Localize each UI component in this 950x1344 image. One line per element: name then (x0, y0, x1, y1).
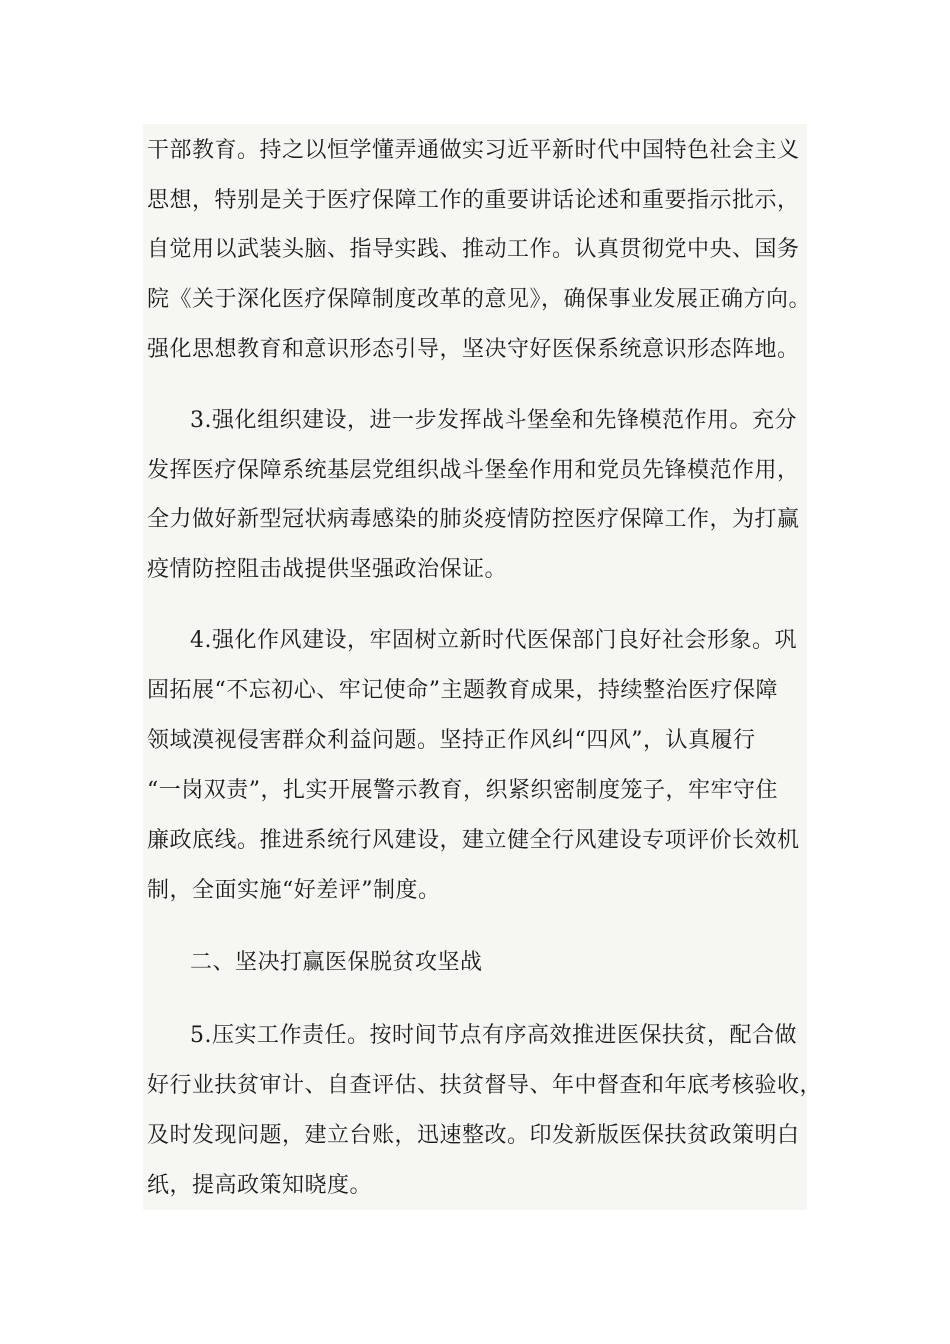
paragraph-3-line-5: 廉政底线。推进系统行风建设，建立健全行风建设专项评价长效机 (147, 828, 800, 853)
paragraph-3-line-1: 4.强化作风建设，牢固树立新时代医保部门良好社会形象。巩 (190, 628, 797, 653)
paragraph-1-line-3: 自觉用以武装头脑、指导实践、推动工作。认真贯彻党中央、国务 (147, 237, 800, 262)
paragraph-2-line-1: 3.强化组织建设，进一步发挥战斗堡垒和先锋模范作用。充分 (190, 408, 797, 433)
paragraph-3-line-3: 领域漠视侵害群众利益问题。坚持正作风纠“四风”，认真履行 (147, 728, 756, 753)
paragraph-2-line-2: 发挥医疗保障系统基层党组织战斗堡垒作用和党员先锋模范作用， (147, 458, 800, 483)
paragraph-1-line-4: 院《关于深化医疗保障制度改革的意见》，确保事业发展正确方向。 (147, 287, 812, 312)
paragraph-1-line-5: 强化思想教育和意识形态引导，坚决守好医保系统意识形态阵地。 (147, 337, 800, 362)
paragraph-2-line-4: 疫情防控阻击战提供坚强政治保证。 (147, 557, 508, 582)
paragraph-1-line-2: 思想，特别是关于医疗保障工作的重要讲话论述和重要指示批示， (147, 188, 800, 213)
paragraph-4-line-1: 5.压实工作责任。按时间节点有序高效推进医保扶贫，配合做 (190, 1023, 797, 1048)
paragraph-4-line-4: 纸，提高政策知晓度。 (147, 1173, 373, 1198)
paragraph-4-line-2: 好行业扶贫审计、自查评估、扶贫督导、年中督查和年底考核验收， (147, 1073, 823, 1098)
paragraph-3-line-4: “一岗双责”，扎实开展警示教育，织紧织密制度笼子，牢牢守住 (147, 778, 778, 803)
paragraph-2-line-3: 全力做好新型冠状病毒感染的肺炎疫情防控医疗保障工作，为打赢 (147, 507, 800, 532)
paragraph-4-line-3: 及时发现问题，建立台账，迅速整改。印发新版医保扶贫政策明白 (147, 1123, 800, 1148)
paragraph-3-line-2: 固拓展“不忘初心、牢记使命”主题教育成果，持续整治医疗保障 (147, 678, 778, 703)
section-heading-2: 二、坚决打赢医保脱贫攻坚战 (190, 950, 483, 975)
paragraph-3-line-6: 制，全面实施“好差评”制度。 (147, 878, 441, 903)
paragraph-1-line-1: 干部教育。持之以恒学懂弄通做实习近平新时代中国特色社会主义 (147, 138, 800, 163)
